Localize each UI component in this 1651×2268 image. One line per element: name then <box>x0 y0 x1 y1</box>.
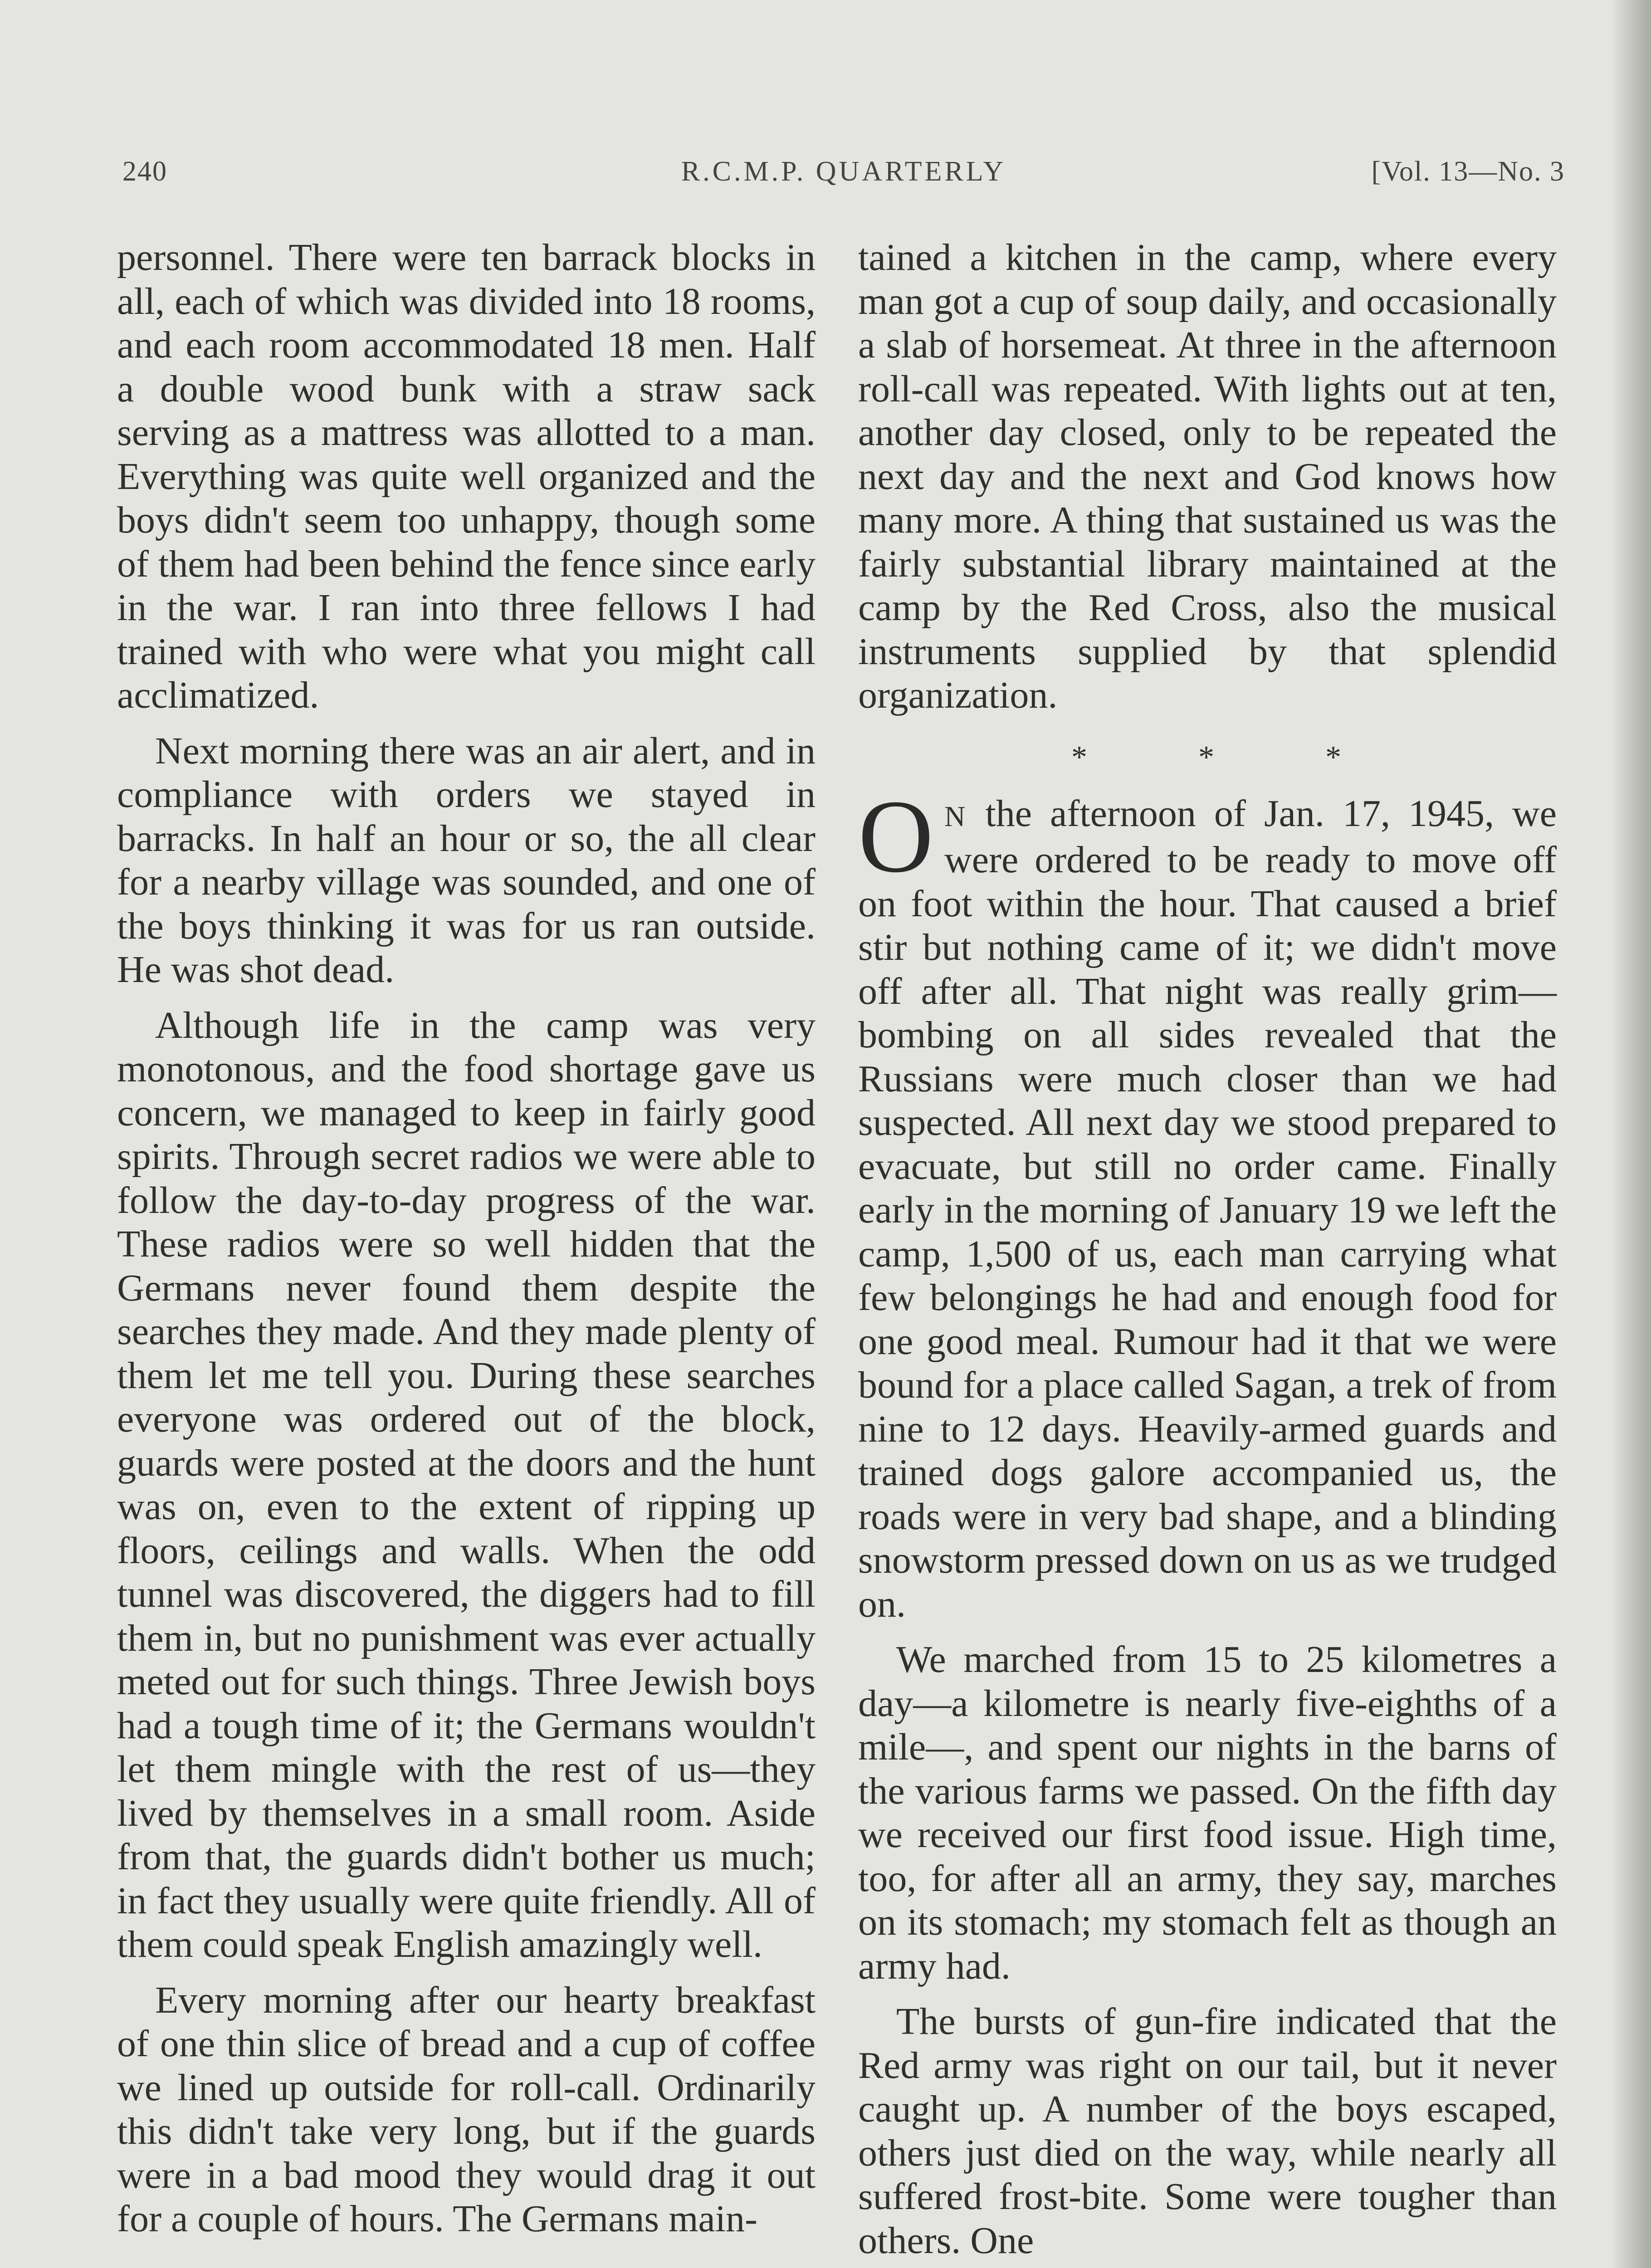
asterisk: * <box>1325 739 1341 775</box>
asterisk: * <box>1198 739 1214 775</box>
paragraph: The bursts of gun-fire indicated that the Red army was right on our tail, but it never caught up. A number of the boys escaped, others just died on the way, while nearly all suffered frost-bite. Some were tougher than others. One <box>858 2000 1557 2262</box>
lead-small-cap: N <box>944 800 967 832</box>
paragraph: Although life in the camp was very monotonous, and the food shortage gave us concern, we managed to keep in fairly good spirits. Through secret radios we were able to follow the day-to-day progress of the war. These radios were so well hidden that the Germans never found them despite the searches they made. And they made plenty of them let me tell you. During these searches everyone was ordered out of the block, guards were posted at the doors and the hunt was on, even to the extent of ripping up floors, ceilings and walls. When the odd tunnel was discovered, the diggers had to fill them in, but no punishment was ever actually meted out for such things. Three Jewish boys had a tough time of it; the Germans wouldn't let them mingle with the rest of us—they lived by themselves in a small room. Aside from that, the guards didn't bother us much; in fact they usually were quite friendly. All of them could speak English amazingly well. <box>117 1004 816 1965</box>
journal-title: R.C.M.P. QUARTERLY <box>681 156 1006 187</box>
running-header <box>122 147 1565 197</box>
paragraph: personnel. There were ten barrack blocks in all, each of which was divided into 18 rooms, and each room accommodated 18 men. Half a double wood bunk with a straw sack serving as a mattress was allotted to a man. Everything was quite well organized and the boys didn't seem too unhappy, though some of them had been behind the fence since early in the war. I ran into three fellows I had trained with who were what you might call acclimatized. <box>117 236 816 716</box>
paragraph: tained a kitchen in the camp, where every man got a cup of soup daily, and occasionally a slab of horsemeat. At three in the afternoon roll-call was repeated. With lights out at ten, another day closed, only to be repeated the next day and the next and God knows how many more. A thing that sustained us was the fairly substantial library maintained at the camp by the Red Cross, also the musical instruments supplied by that splendid organization. <box>858 236 1557 716</box>
paragraph <box>858 778 1557 1627</box>
section-separator <box>858 736 1557 775</box>
paragraph-text: the afternoon of Jan. 17, 1945, we were ordered to be ready to move off on foot within the hour. That caused a brief stir but nothing came of it; we didn't move off after all. That night was really grim—bombing on all sides revealed that the Russians were much closer than we had suspected. All next day we stood prepared to evacuate, but still no order came. Finally early in the morning of January 19 we left the camp, 1,500 of us, each man carrying what few belongings he had and enough food for one good meal. Rumour had it that we were bound for a place called Sagan, a trek of from nine to 12 days. Heavily-armed guards and trained dogs galore accompanied us, the roads were in very bad shape, and a blinding snowstorm pressed down on us as we trudged on. <box>858 792 1557 1625</box>
volume-issue: [Vol. 13—No. 3 <box>1371 156 1565 187</box>
right-column <box>858 236 1557 2268</box>
drop-cap: O <box>858 778 934 894</box>
asterisk: * <box>1071 739 1087 775</box>
paragraph: Every morning after our hearty breakfast of one thin slice of bread and a cup of coffee we lined up outside for roll-call. Ordinarily this didn't take very long, but if the guards were in a bad mood they would drag it out for a couple of hours. The Germans main- <box>117 1979 816 2240</box>
left-column <box>117 236 816 2253</box>
paragraph: Next morning there was an air alert, and in compliance with orders we stayed in barracks. In half an hour or so, the all clear for a nearby village was sounded, and one of the boys thinking it was for us ran outside. He was shot dead. <box>117 729 816 991</box>
page-edge-shadow <box>1610 0 1651 2268</box>
paragraph: We marched from 15 to 25 kilometres a day—a kilometre is nearly five-eighths of a mile—, and spent our nights in the barns of the various farms we passed. On the fifth day we received our first food issue. High time, too, for after all an army, they say, marches on its stomach; my stomach felt as though an army had. <box>858 1638 1557 1987</box>
page-number: 240 <box>122 156 167 187</box>
